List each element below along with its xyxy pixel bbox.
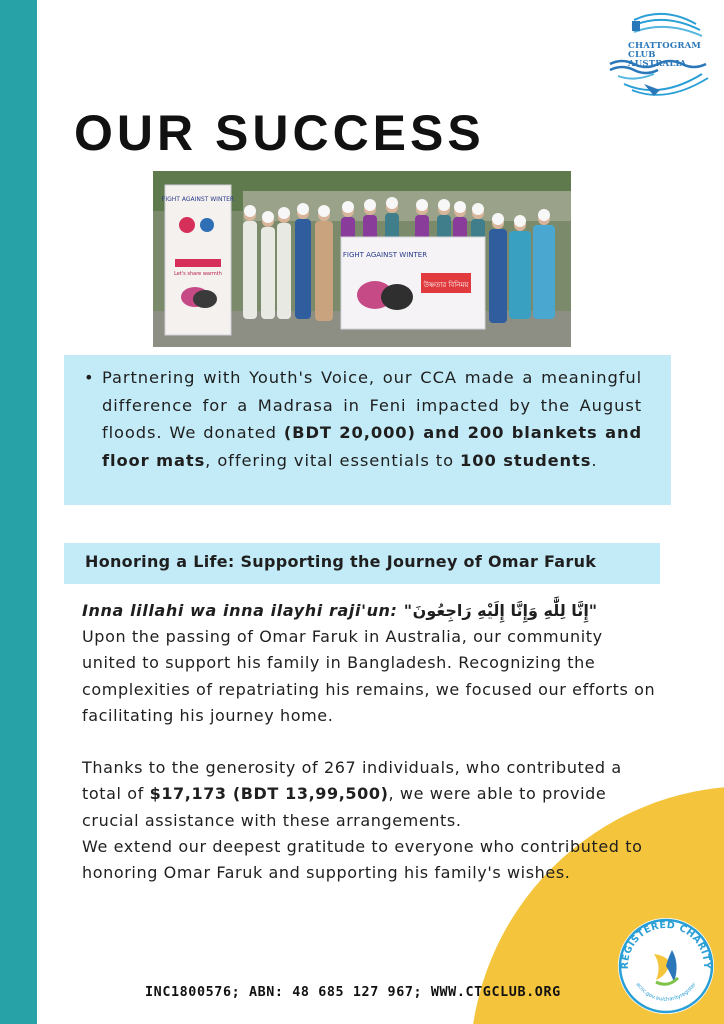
- section-heading-box: [64, 543, 660, 584]
- banner-main-heading: FIGHT AGAINST WINTER: [342, 251, 428, 259]
- logo-line-2: CLUB: [628, 50, 656, 60]
- banner-main-bangla: উষ্ণতার বিনিময়: [423, 281, 469, 289]
- partnership-highlight-box: [64, 355, 671, 505]
- partnership-bullet: • Partnering with Youth's Voice, our CCA made a meaningful difference for a Madrasa in Feni impacted by the August floods. We donated (BDT 20,000) and 200 blankets and floor mats, offering vital essentials to 100 students.: [102, 364, 642, 474]
- madrasa-students-photo: [153, 171, 571, 347]
- page-title: OUR SUCCESS: [74, 105, 485, 161]
- banner-left-heading: FIGHT AGAINST WINTER: [161, 196, 235, 203]
- footer-registration: INC1800576; ABN: 48 685 127 967; WWW.CTGCLUB.ORG: [145, 985, 561, 1000]
- chattogram-club-logo: [604, 8, 716, 102]
- paragraph-passing: Upon the passing of Omar Faruk in Australia, our community united to support his family in Bangladesh. Recognizing the complexities of repatriating his remains, we focused our efforts on facilitating his journey home.: [82, 627, 656, 725]
- registered-charity-icon: [616, 916, 716, 1016]
- logo-line-1: CHATTOGRAM: [628, 41, 702, 51]
- left-accent-bar: [0, 0, 37, 1024]
- logo-line-3: AUSTRALIA: [628, 59, 687, 69]
- registered-charity-badge: [616, 916, 716, 1016]
- logo-wordmark: [628, 42, 701, 69]
- quote-line: Inna lillahi wa inna ilayhi raji'un: "إِنَّا لِلَّٰهِ وَإِنَّا إِلَيْهِ رَاجِعُونَ": [82, 601, 598, 620]
- arabic-quote: إِنَّا لِلَّٰهِ وَإِنَّا إِلَيْهِ رَاجِعُونَ: [412, 601, 589, 620]
- paragraph-contributions: Thanks to the generosity of 267 individuals, who contributed a total of $17,173 (BDT 13,99,500), we were able to provide crucial assistance with these arrangements.: [82, 758, 622, 830]
- omar-faruk-story: [82, 598, 657, 886]
- badge-top-text: REGISTERED CHARITY: [619, 919, 713, 970]
- section-heading: Honoring a Life: Supporting the Journey of Omar Faruk: [85, 552, 597, 571]
- badge-bottom-text: acnc.gov.au/charityregister: [634, 981, 698, 1003]
- banner-left-tagline: Let's share warmth: [174, 271, 222, 277]
- paragraph-gratitude: We extend our deepest gratitude to everyone who contributed to honoring Omar Faruk and supporting his family's wishes.: [82, 836, 643, 883]
